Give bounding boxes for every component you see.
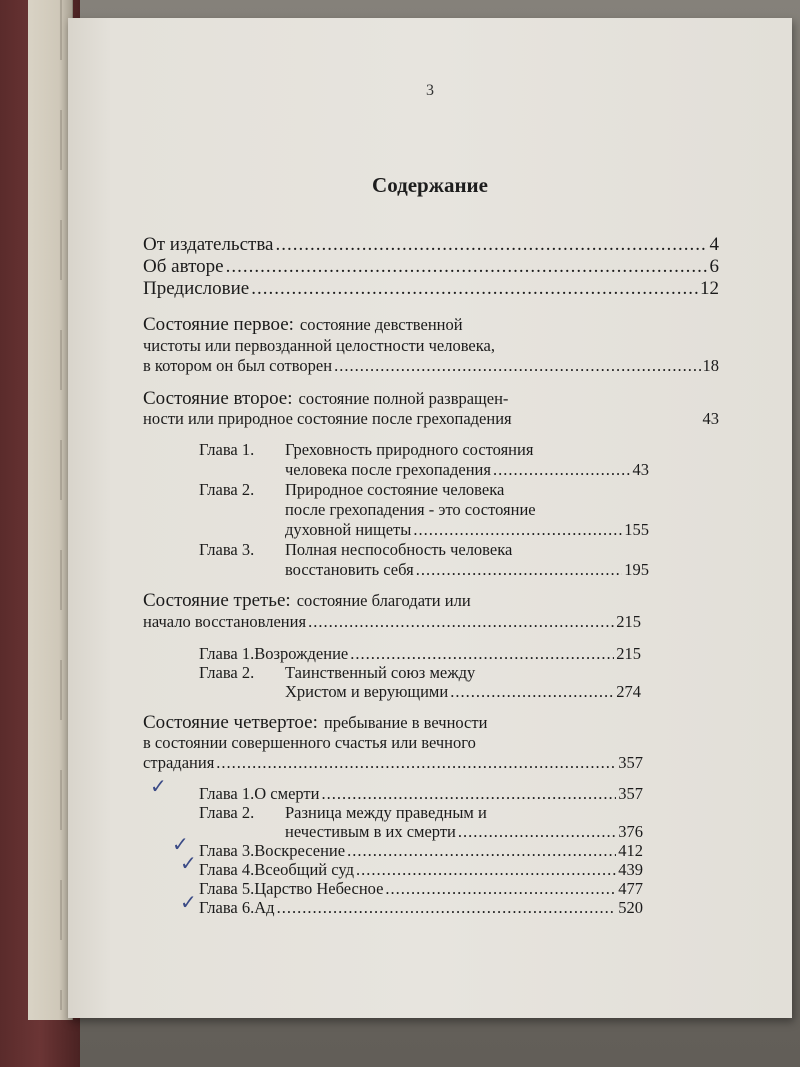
section-line-text: страдания: [143, 753, 215, 772]
leader-dots: [347, 841, 616, 861]
chapter-title: Ад: [254, 898, 275, 917]
chapter-page: 412: [618, 841, 643, 860]
toc-entry: [143, 278, 719, 300]
toc-entry: [143, 256, 719, 278]
chapter-label: Глава 1.: [199, 644, 255, 663]
section-line-text: начало восстановления: [143, 612, 307, 631]
leader-dots: [308, 612, 614, 632]
leader-dots: [413, 520, 622, 540]
chapter-entry: [199, 644, 641, 664]
chapter-page: 520: [618, 898, 643, 917]
toc-entry-page: 4: [709, 234, 719, 255]
chapter-label: Глава 2.: [199, 663, 255, 682]
section-heading-title: Состояние третье:: [143, 590, 291, 611]
chapter-label: Глава 3.: [199, 841, 255, 860]
section-heading-text: пребывание в вечности: [323, 713, 488, 732]
chapter-line: [285, 460, 649, 480]
section-heading-title: Состояние четвертое:: [143, 712, 318, 733]
chapter-line: [285, 560, 649, 580]
chapter-entry: [199, 784, 643, 804]
chapter-label: Глава 1.: [199, 440, 255, 459]
chapter-title: духовной нищеты: [285, 520, 412, 539]
chapter-entry: [199, 860, 643, 880]
chapter-title: восстановить себя: [285, 560, 414, 579]
check-mark-icon: ✓: [180, 890, 197, 914]
section-heading: [143, 388, 508, 410]
toc-entry: [143, 234, 719, 256]
chapter-label: Глава 2.: [199, 803, 255, 822]
leader-dots: [350, 644, 614, 664]
leader-dots: [321, 784, 616, 804]
section-line: в состоянии совершенного счастья или вечного: [143, 733, 476, 752]
section-line: [143, 612, 641, 632]
chapter-title: Царство Небесное: [254, 879, 384, 898]
chapter-label: Глава 3.: [199, 540, 255, 559]
chapter-page: 43: [632, 460, 649, 479]
book-page: [68, 18, 792, 1018]
leader-dots: [276, 234, 708, 256]
section-heading-text: состояние благодати или: [296, 591, 471, 610]
chapter-page: 357: [618, 784, 643, 803]
toc-entry-page: 6: [709, 256, 719, 277]
section-line-text: ности или природное состояние после грехопадения: [143, 409, 512, 428]
chapter-line: [285, 682, 641, 702]
section-heading-title: Состояние первое:: [143, 314, 294, 335]
chapter-title: Воскресение: [254, 841, 346, 860]
toc-entry-page: 12: [700, 278, 719, 299]
leader-dots: [251, 278, 698, 300]
toc-entry-page: 18: [702, 356, 719, 375]
chapter-line: [285, 520, 649, 540]
leader-dots: [216, 753, 616, 773]
check-mark-icon: ✓: [180, 851, 197, 875]
chapter-line: после грехопадения - это состояние: [285, 500, 536, 519]
section-heading: [143, 712, 487, 734]
leader-dots: [277, 898, 617, 918]
page-edge: [28, 0, 73, 1020]
chapter-title: Природное состояние человека: [285, 480, 505, 499]
chapter-label: Глава 4.: [199, 860, 255, 879]
chapter-page: 274: [616, 682, 641, 701]
section-line-text: в котором он был сотворен: [143, 356, 333, 375]
chapter-label: Глава 2.: [199, 480, 255, 499]
check-mark-icon: ✓: [172, 832, 189, 856]
chapter-title: О смерти: [254, 784, 320, 803]
leader-dots: [458, 822, 616, 842]
chapter-entry: [199, 898, 643, 918]
chapter-label: Глава 6.: [199, 898, 255, 917]
section-heading: [143, 314, 463, 336]
leader-dots: [334, 356, 700, 376]
chapter-entry: [199, 663, 475, 683]
page-title: Содержание: [372, 173, 488, 197]
chapter-title: человека после грехопадения: [285, 460, 491, 479]
chapter-entry: [199, 540, 512, 560]
toc-entry-label: Об авторе: [143, 256, 224, 277]
section-heading: [143, 590, 471, 612]
leader-dots: [226, 256, 708, 278]
chapter-entry: [199, 841, 643, 861]
section-line: [143, 356, 719, 376]
chapter-title: Всеобщий суд: [254, 860, 354, 879]
chapter-label: Глава 1.: [199, 784, 255, 803]
toc-entry-label: Предисловие: [143, 278, 250, 299]
chapter-entry: [199, 440, 533, 460]
chapter-page: 195: [624, 560, 649, 579]
chapter-line: [285, 822, 643, 842]
binding-stitch: [60, 0, 62, 1010]
leader-dots: [416, 560, 623, 580]
section-heading-text: состояние полной развращен-: [298, 389, 509, 408]
section-heading-title: Состояние второе:: [143, 388, 293, 409]
chapter-title: Христом и верующими: [285, 682, 449, 701]
leader-dots: [385, 879, 616, 899]
chapter-title: Полная неспособность человека: [285, 540, 513, 559]
check-mark-icon: ✓: [150, 774, 167, 798]
toc-entry-label: От издательства: [143, 234, 274, 255]
section-line: чистоты или первозданной целостности человека,: [143, 336, 495, 355]
chapter-page: 477: [618, 879, 643, 898]
chapter-page: 439: [618, 860, 643, 879]
chapter-title: Греховность природного состояния: [285, 440, 534, 459]
toc-entry-page: 357: [618, 753, 643, 772]
chapter-entry: [199, 803, 487, 823]
chapter-page: 376: [618, 822, 643, 841]
chapter-page: 155: [624, 520, 649, 539]
leader-dots: [493, 460, 631, 480]
chapter-entry: [199, 879, 643, 899]
section-line: [143, 753, 643, 773]
section-heading-text: состояние девственной: [299, 315, 463, 334]
leader-dots: [356, 860, 616, 880]
page-number: 3: [426, 82, 434, 99]
chapter-page: 215: [616, 644, 641, 663]
chapter-title: Возрождение: [254, 644, 349, 663]
chapter-title: нечестивым в их смерти: [285, 822, 456, 841]
toc-entry-page: 43: [702, 409, 719, 428]
chapter-title: Таинственный союз между: [285, 663, 476, 682]
chapter-title: Разница между праведным и: [285, 803, 487, 822]
chapter-label: Глава 5.: [199, 879, 255, 898]
table-of-contents: [68, 18, 792, 1018]
section-line: [143, 409, 719, 429]
toc-entry-page: 215: [616, 612, 641, 631]
leader-dots: [450, 682, 614, 702]
chapter-entry: [199, 480, 504, 500]
